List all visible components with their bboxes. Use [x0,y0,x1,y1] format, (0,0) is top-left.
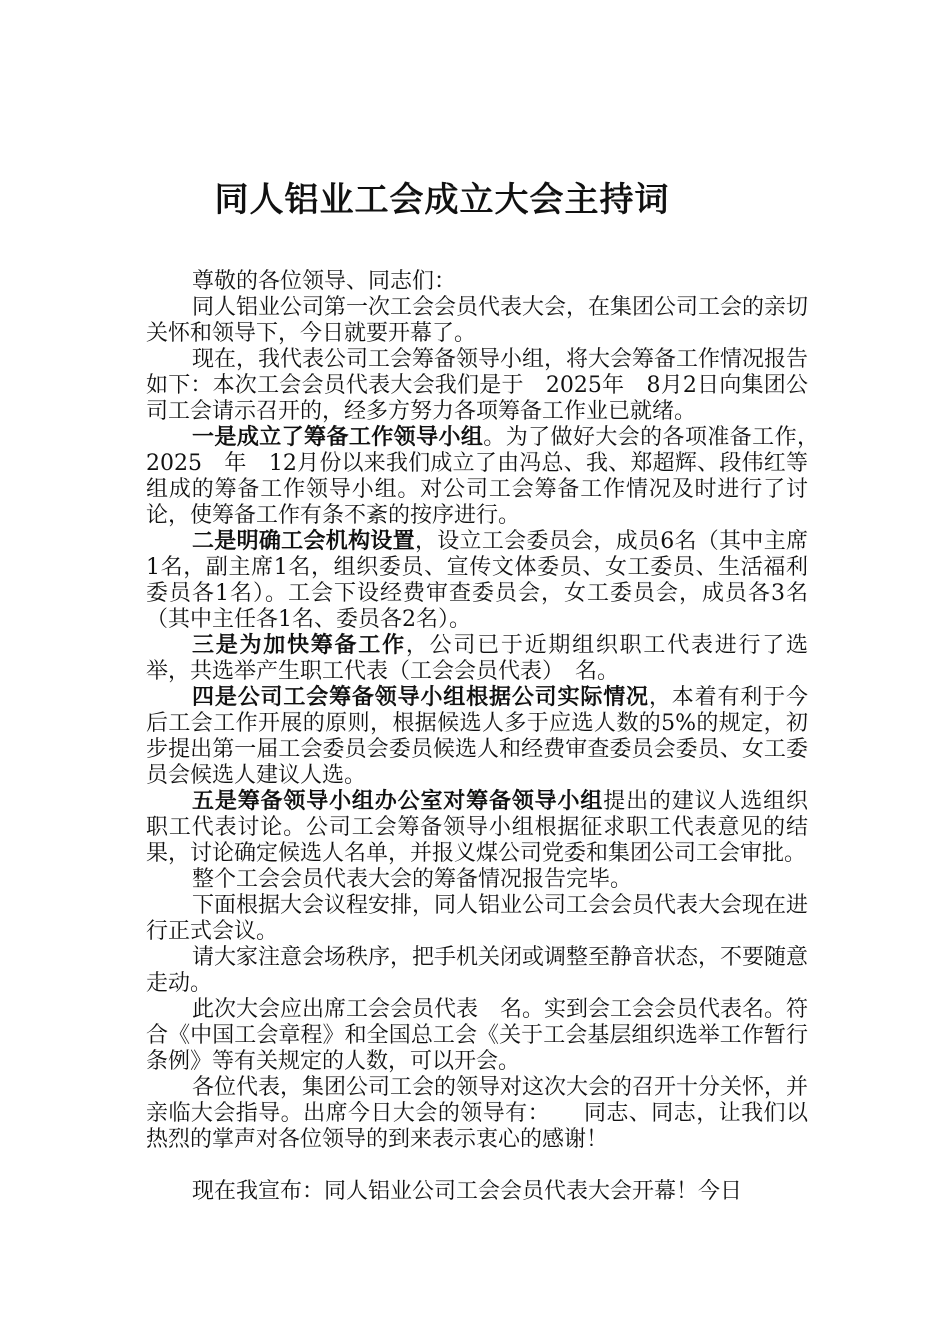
paragraph-item-4-heading: 四是公司工会筹备领导小组根据公司实际情况 [192,685,649,710]
paragraph-leaders: 各位代表，集团公司工会的领导对这次大会的召开十分关怀，并亲临大会指导。出席今日大会的领导有： 同志、同志，让我们以热烈的掌声对各位领导的到来表示衷心的感谢！ [146,1075,809,1152]
paragraph-item-2-heading: 二是明确工会机构设置 [192,529,415,554]
paragraph-report-end: 整个工会会员代表大会的筹备情况报告完毕。 [192,867,633,892]
paragraph-agenda: 下面根据大会议程安排，同人铝业公司工会会员代表大会现在进行正式会议。 [146,893,809,944]
document-body [146,269,853,1205]
paragraph-closing: 现在我宣布：同人铝业公司工会会员代表大会开幕！今日 [192,1179,743,1204]
paragraph-report-intro: 现在，我代表公司工会筹备领导小组，将大会筹备工作情况报告如下：本次工会会员代表大会我们是于 2025年 8月2日向集团公司工会请示召开的，经多方努力各项筹备工作业已就绪。 [146,347,809,424]
paragraph-item-3-heading: 三是为加快筹备工作 [192,633,406,658]
paragraph-item-2: 二是明确工会机构设置，设立工会委员会，成员6名（其中主席1名，副主席1名，组织委员、宣传文体委员、女工委员、生活福利委员各1名）。工会下设经费审查委员会，女工委员会，成员各3名（其中主任各1名、委员各2名）。 [146,529,808,632]
paragraph-item-5-heading: 五是筹备领导小组办公室对筹备领导小组 [192,789,604,814]
paragraph-opening: 同人铝业公司第一次工会会员代表大会，在集团公司工会的亲切关怀和领导下，今日就要开幕了。 [146,295,809,346]
paragraph-order: 请大家注意会场秩序，把手机关闭或调整至静音状态，不要随意走动。 [146,945,809,996]
paragraph-item-1-heading: 一是成立了筹备工作领导小组 [192,425,484,450]
paragraph-greeting: 尊敬的各位领导、同志们： [192,269,457,294]
paragraph-item-4: 四是公司工会筹备领导小组根据公司实际情况，本着有利于今后工会工作开展的原则，根据候选人多于应选人数的5%的规定，初步提出第一届工会委员会委员候选人和经费审查委员会委员、女工委员会候选人建议人选。 [146,685,808,788]
paragraph-attendance: 此次大会应出席工会会员代表 名。实到会工会会员代表名。符合《中国工会章程》和全国总工会《关于工会基层组织选举工作暂行条例》等有关规定的人数，可以开会。 [146,997,809,1074]
document-title: 同人铝业工会成立大会主持词 [214,180,670,220]
paragraph-item-3: 三是为加快筹备工作，公司已于近期组织职工代表进行了选举，共选举产生职工代表（工会会员代表） 名。 [146,633,808,684]
paragraph-item-5: 五是筹备领导小组办公室对筹备领导小组提出的建议人选组织职工代表讨论。公司工会筹备领导小组根据征求职工代表意见的结果，讨论确定候选人名单，并报义煤公司党委和集团公司工会审批。 [146,789,808,866]
paragraph-item-1: 一是成立了筹备工作领导小组。为了做好大会的各项准备工作， 2025 年 12月份以来我们成立了由冯总、我、郑超辉、段伟红等组成的筹备工作领导小组。对公司工会筹备工作情况及时进行了讨论，使筹备工作有条不紊的按序进行。 [146,425,853,528]
paragraph-spacer [146,1153,808,1179]
